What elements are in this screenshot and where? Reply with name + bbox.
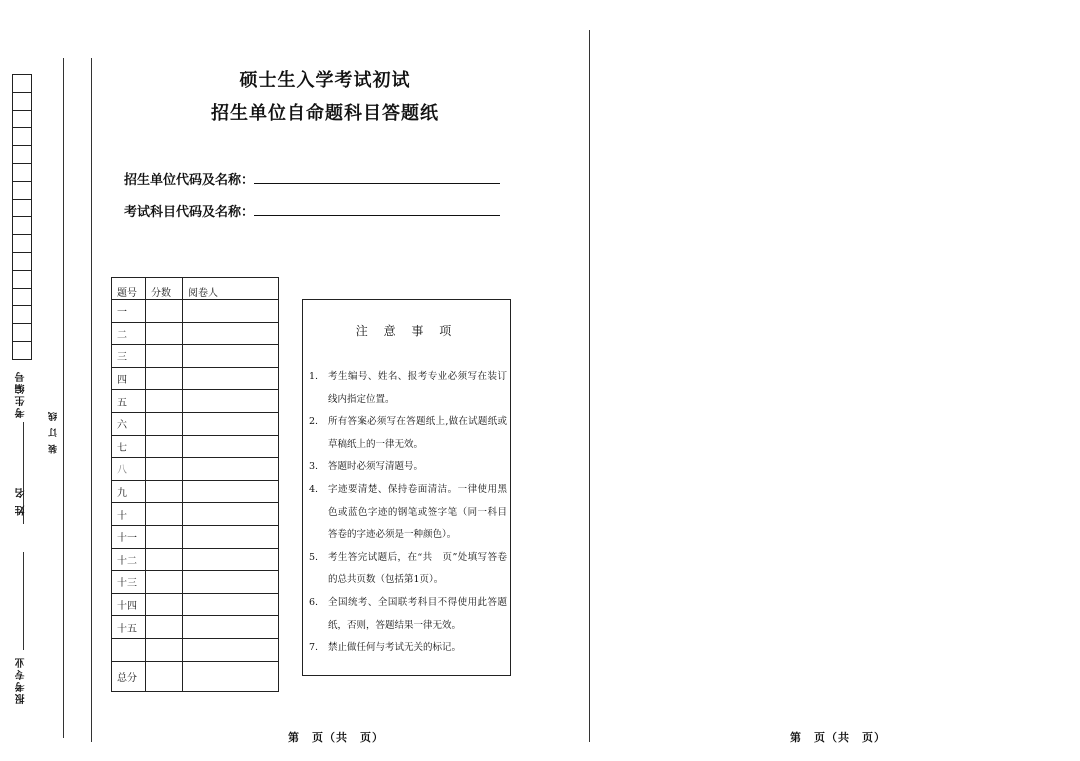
- exam-id-digit-box[interactable]: [12, 145, 32, 163]
- exam-id-digit-box[interactable]: [12, 127, 32, 145]
- table-row: [112, 345, 279, 368]
- table-row: [112, 322, 279, 345]
- notice-box: [302, 299, 511, 676]
- table-header-row: [112, 278, 279, 300]
- notice-item: [309, 479, 507, 547]
- name-label: 姓 名: [16, 486, 27, 516]
- unit-field: [124, 169, 500, 188]
- grader-cell[interactable]: [183, 616, 279, 639]
- table-row: [112, 390, 279, 413]
- grader-cell[interactable]: [183, 367, 279, 390]
- notice-item-text: 全国统考、全国联考科目不得使用此答题纸，否则，答题结果一律无效。: [328, 596, 507, 631]
- table-row: [112, 480, 279, 503]
- page-title-line1: 硕士生入学考试初试: [239, 70, 411, 91]
- notice-item-number: 1.: [309, 371, 319, 382]
- question-number: 十: [112, 503, 146, 526]
- exam-id-digit-box[interactable]: [12, 341, 32, 360]
- table-row: [112, 435, 279, 458]
- notice-item: [309, 547, 507, 592]
- table-row: [112, 548, 279, 571]
- score-cell[interactable]: [146, 480, 183, 503]
- question-number: 一: [112, 300, 146, 323]
- notice-item-text: 考生编号、姓名、报考专业必须写在装订线内指定位置。: [328, 371, 507, 405]
- question-number: 三: [112, 345, 146, 368]
- score-cell[interactable]: [146, 548, 183, 571]
- table-row: [112, 503, 279, 526]
- grader-cell[interactable]: [183, 571, 279, 594]
- score-cell[interactable]: [146, 593, 183, 616]
- exam-id-digit-box[interactable]: [12, 92, 32, 110]
- grader-cell[interactable]: [183, 300, 279, 323]
- grader-cell[interactable]: [183, 345, 279, 368]
- score-cell[interactable]: [146, 345, 183, 368]
- grader-cell[interactable]: [183, 322, 279, 345]
- exam-id-digit-box[interactable]: [12, 252, 32, 270]
- score-cell[interactable]: [146, 367, 183, 390]
- grader-cell[interactable]: [183, 525, 279, 548]
- grader-cell[interactable]: [183, 480, 279, 503]
- table-row: [112, 571, 279, 594]
- notice-item-text: 禁止做任何与考试无关的标记。: [328, 642, 462, 654]
- score-cell[interactable]: [146, 458, 183, 481]
- notice-item-number: 4.: [309, 483, 319, 495]
- exam-id-digit-box[interactable]: [12, 163, 32, 181]
- table-row: [112, 412, 279, 435]
- score-cell[interactable]: [146, 616, 183, 639]
- question-number: 十二: [112, 548, 146, 571]
- question-number: 七: [112, 435, 146, 458]
- notice-item-text: 考生答完试题后，在“共 页”处填写答卷的总共页数（包括第1页）。: [328, 551, 507, 586]
- table-row: [112, 616, 279, 639]
- binding-line-outer: [63, 58, 64, 738]
- question-number: 五: [112, 390, 146, 413]
- notice-item-number: 3.: [309, 461, 319, 473]
- binding-line-label: 装 订 线: [49, 410, 59, 454]
- score-cell[interactable]: [146, 435, 183, 458]
- exam-id-digit-box[interactable]: [12, 199, 32, 217]
- question-number: 四: [112, 367, 146, 390]
- score-cell[interactable]: [146, 322, 183, 345]
- exam-id-boxes[interactable]: [12, 74, 32, 360]
- unit-field-blank[interactable]: [254, 171, 500, 184]
- exam-id-digit-box[interactable]: [12, 74, 32, 92]
- name-underline[interactable]: [23, 552, 24, 650]
- subject-field-blank[interactable]: [254, 203, 500, 216]
- subject-field-label: 考试科目代码及名称：: [124, 205, 255, 220]
- question-number: 十四: [112, 593, 146, 616]
- score-cell[interactable]: [146, 412, 183, 435]
- notice-item: [309, 592, 507, 637]
- notice-item-text: 字迹要清楚、保持卷面清洁。一律使用黑色或蓝色字迹的钢笔或签字笔（同一科目答卷的字迹必须是一种颜色）。: [328, 483, 507, 541]
- subject-field: [124, 201, 500, 220]
- grader-cell[interactable]: [183, 638, 279, 661]
- score-table: [111, 277, 279, 692]
- grader-cell[interactable]: [183, 435, 279, 458]
- notice-item: [309, 366, 507, 411]
- question-number: 二: [112, 322, 146, 345]
- page-divider: [589, 30, 590, 742]
- question-number: 十一: [112, 525, 146, 548]
- notice-item-number: 6.: [309, 596, 319, 608]
- grader-cell[interactable]: [183, 390, 279, 413]
- exam-id-label: 考生编号: [16, 370, 27, 418]
- grader-cell[interactable]: [183, 593, 279, 616]
- notice-item-text: 所有答案必须写在答题纸上,做在试题纸或草稿纸上的一律无效。: [328, 416, 507, 450]
- exam-id-digit-box[interactable]: [12, 288, 32, 306]
- table-row: [112, 300, 279, 323]
- notice-item-number: 5.: [309, 551, 319, 563]
- grader-cell[interactable]: [183, 458, 279, 481]
- grader-cell[interactable]: [183, 548, 279, 571]
- header-grader: 阅卷人: [183, 278, 279, 300]
- table-row: [112, 593, 279, 616]
- score-cell[interactable]: [146, 571, 183, 594]
- question-number: [112, 638, 146, 661]
- question-number: 九: [112, 480, 146, 503]
- right-page-footer: 第 页（共 页）: [790, 731, 886, 744]
- page-title-line2: 招生单位自命题科目答题纸: [211, 103, 439, 124]
- table-row: [112, 525, 279, 548]
- grader-cell[interactable]: [183, 412, 279, 435]
- table-row: [112, 367, 279, 390]
- grader-cell[interactable]: [183, 503, 279, 526]
- notice-item-number: 7.: [309, 642, 319, 654]
- notice-item: [309, 411, 507, 456]
- exam-id-digit-box[interactable]: [12, 234, 32, 252]
- question-number: 六: [112, 412, 146, 435]
- total-label: 总分: [112, 661, 146, 691]
- notice-list: [309, 366, 507, 660]
- notice-item-number: 2.: [309, 416, 319, 428]
- unit-field-label: 招生单位代码及名称：: [124, 173, 255, 188]
- exam-id-digit-box[interactable]: [12, 270, 32, 288]
- score-cell[interactable]: [146, 638, 183, 661]
- table-row: [112, 458, 279, 481]
- score-cell[interactable]: [146, 525, 183, 548]
- header-score: 分数: [146, 278, 183, 300]
- exam-id-digit-box[interactable]: [12, 305, 32, 323]
- notice-title: 注 意 事 项: [355, 324, 458, 338]
- question-number: 十三: [112, 571, 146, 594]
- total-grader-cell[interactable]: [183, 661, 279, 691]
- exam-id-digit-box[interactable]: [12, 323, 32, 341]
- question-number: 十五: [112, 616, 146, 639]
- exam-id-digit-box[interactable]: [12, 181, 32, 199]
- notice-item: [309, 637, 507, 660]
- score-cell[interactable]: [146, 390, 183, 413]
- left-page-footer: 第 页（共 页）: [288, 731, 384, 744]
- notice-item: [309, 456, 507, 479]
- score-cell[interactable]: [146, 300, 183, 323]
- total-score-cell[interactable]: [146, 661, 183, 691]
- header-question: 题号: [112, 278, 146, 300]
- question-number: 八: [112, 458, 146, 481]
- notice-item-text: 答题时必须写清题号。: [328, 461, 424, 473]
- exam-id-digit-box[interactable]: [12, 216, 32, 234]
- exam-id-digit-box[interactable]: [12, 110, 32, 128]
- table-row: [112, 638, 279, 661]
- total-row: [112, 661, 279, 691]
- major-label: 报考专业: [16, 656, 27, 704]
- binding-line-inner: [91, 58, 92, 742]
- score-cell[interactable]: [146, 503, 183, 526]
